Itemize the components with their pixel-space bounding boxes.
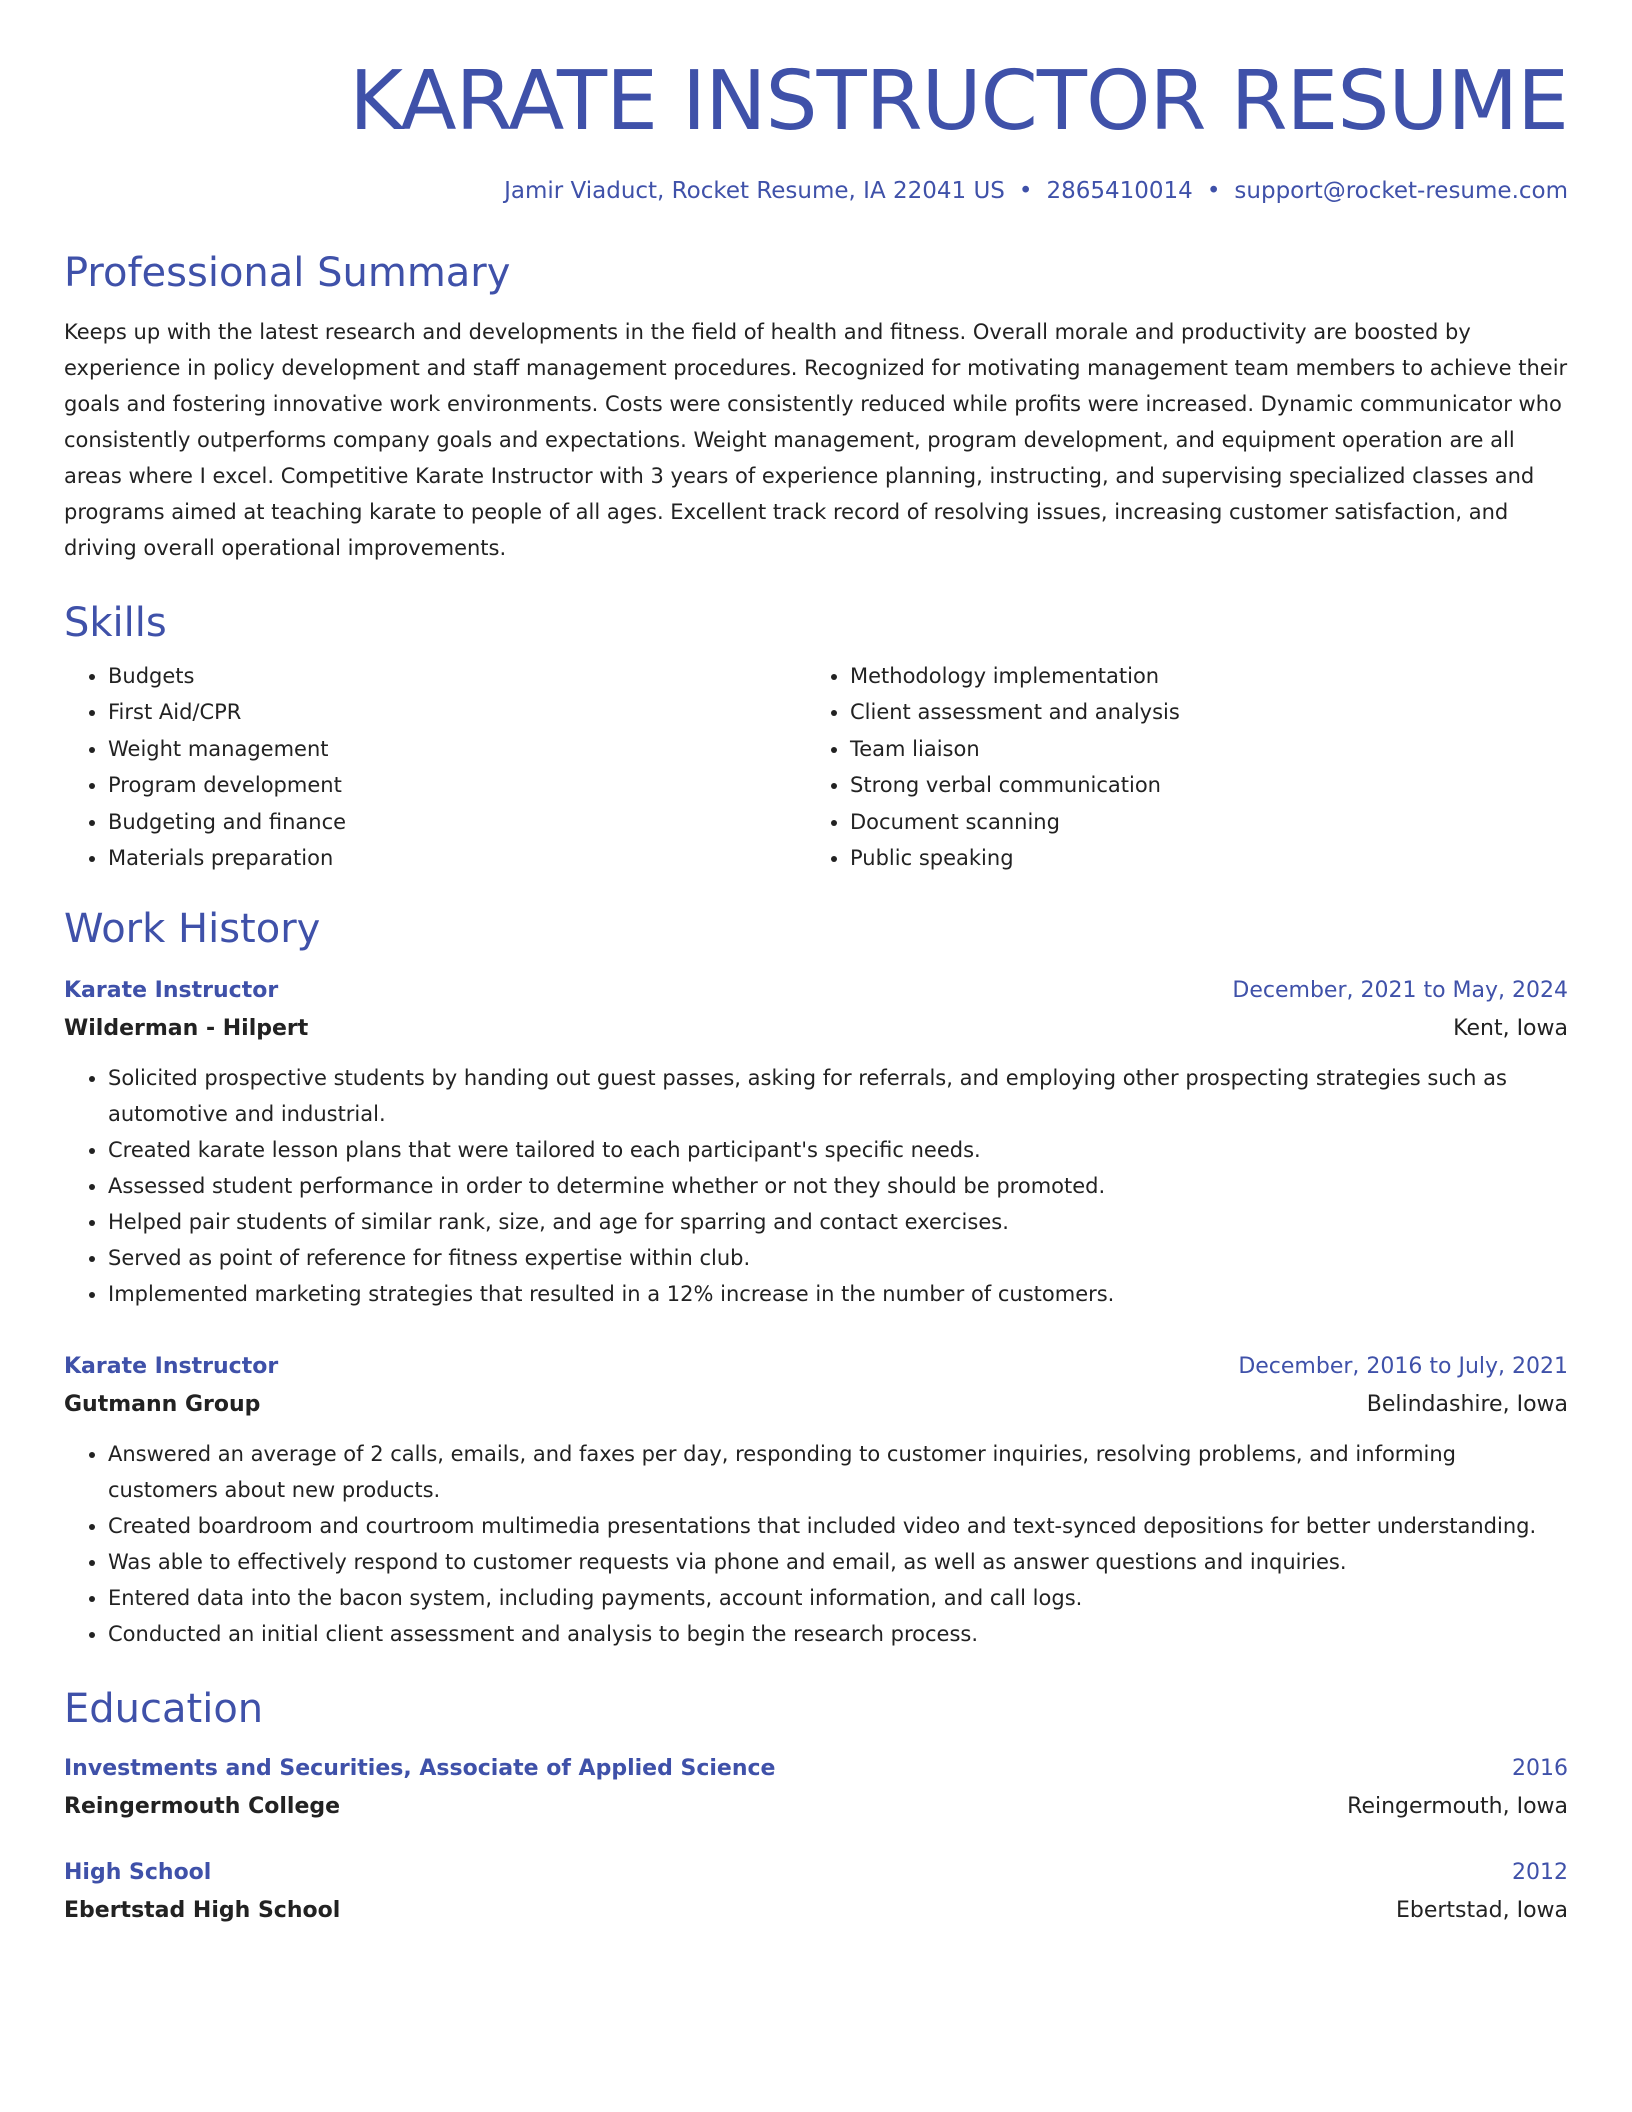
job-role: Karate Instructor [64,1354,279,1380]
education-school-row [64,1788,1568,1826]
skills-list [64,658,1568,876]
education-year: 2016 [1512,1756,1568,1782]
education-school: Ebertstad High School [64,1898,341,1924]
job-location: Kent, Iowa [1453,1016,1568,1042]
skill-item: • Weight management [108,731,806,767]
work-history-heading: Work History [64,906,321,953]
contact-email: support@rocket-resume.com [1234,178,1568,204]
education-location: Ebertstad, Iowa [1395,1898,1568,1924]
job-bullet: • Helped pair students of similar rank, size, and age for sparring and contact exercises. [108,1204,1568,1240]
job-title-row [64,972,1568,1010]
skill-item: • Team liaison [850,731,1548,767]
job-bullet: • Was able to effectively respond to customer requests via phone and email, as well as answer questions and inquiries. [108,1544,1568,1580]
skill-item: • Public speaking [850,840,1548,876]
job-bullet: • Assessed student performance in order to determine whether or not they should be promoted. [108,1168,1568,1204]
education-degree-row [64,1750,1568,1788]
education-school-row [64,1892,1568,1930]
job-dates: December, 2016 to July, 2021 [1238,1354,1568,1380]
skills-heading: Skills [64,600,167,646]
skill-item: • Program development [108,767,806,803]
job-bullet: • Entered data into the bacon system, including payments, account information, and call logs. [108,1580,1568,1616]
job-bullet: • Answered an average of 2 calls, emails, and faxes per day, responding to customer inquiries, resolving problems, and informing customers about new products. [108,1436,1568,1508]
job-location: Belindashire, Iowa [1366,1392,1568,1418]
education-degree: High School [64,1860,212,1886]
contact-line [64,174,1568,208]
job-bullet: • Solicited prospective students by handing out guest passes, asking for referrals, and employing other prospecting strategies such as automotive and industrial. [108,1060,1568,1132]
skill-item: • Client assessment and analysis [850,694,1548,730]
contact-address: Jamir Viaduct, Rocket Resume, IA 22041 US [504,178,1005,204]
skill-item: • Methodology implementation [850,658,1548,694]
skills-column-left [64,658,806,876]
job-bullets [64,1436,1568,1652]
job-role: Karate Instructor [64,978,279,1004]
skill-item: • Budgets [108,658,806,694]
skill-item: • Strong verbal communication [850,767,1548,803]
resume-header [64,50,1568,208]
job-bullets [64,1060,1568,1312]
job-bullet: • Served as point of reference for fitness expertise within club. [108,1240,1568,1276]
job-entry [64,972,1568,1312]
contact-separator: • [1018,178,1033,204]
education-year: 2012 [1512,1860,1568,1886]
job-company: Wilderman - Hilpert [64,1016,309,1042]
job-company: Gutmann Group [64,1392,261,1418]
education-entry [64,1854,1568,1930]
job-bullet: • Created karate lesson plans that were tailored to each participant's specific needs. [108,1132,1568,1168]
job-title-row [64,1348,1568,1386]
skill-item: • Document scanning [850,804,1548,840]
skill-item: • Materials preparation [108,840,806,876]
job-bullet: • Implemented marketing strategies that resulted in a 12% increase in the number of customers. [108,1276,1568,1312]
job-company-row [64,1010,1568,1048]
education-entry [64,1750,1568,1826]
summary-text: Keeps up with the latest research and developments in the field of health and fitness. Overall morale and productivity are boosted by experience in policy development and staff management procedures. Recognized for motivating management team members to achieve their goals and fostering innovative work environments. Costs were consistently reduced while profits were increased. Dynamic communicator who consistently outperforms company goals and expectations. Weight management, program development, and equipment operation are all areas where I excel. Competitive Karate Instructor with 3 years of experience planning, instructing, and supervising specialized classes and programs aimed at teaching karate to people of all ages. Excellent track record of resolving issues, increasing customer satisfaction, and driving overall operational improvements. [64,320,1568,560]
skill-item: • First Aid/CPR [108,694,806,730]
job-bullet: • Conducted an initial client assessment and analysis to begin the research process. [108,1616,1568,1652]
education-degree-row [64,1854,1568,1892]
education-heading: Education [64,1686,264,1733]
job-dates: December, 2021 to May, 2024 [1232,978,1568,1004]
job-company-row [64,1386,1568,1424]
education-school: Reingermouth College [64,1794,341,1820]
contact-separator: • [1206,178,1221,204]
education-degree: Investments and Securities, Associate of Applied Science [64,1756,776,1782]
summary-heading: Professional Summary [64,250,511,296]
education-location: Reingermouth, Iowa [1347,1794,1568,1820]
job-bullet: • Created boardroom and courtroom multimedia presentations that included video and text-synced depositions for better understanding. [108,1508,1568,1544]
job-entry [64,1348,1568,1652]
contact-phone: 2865410014 [1046,178,1193,204]
document-title: KARATE INSTRUCTOR RESUME [349,54,1568,149]
skills-column-right [806,658,1548,876]
skill-item: • Budgeting and finance [108,804,806,840]
